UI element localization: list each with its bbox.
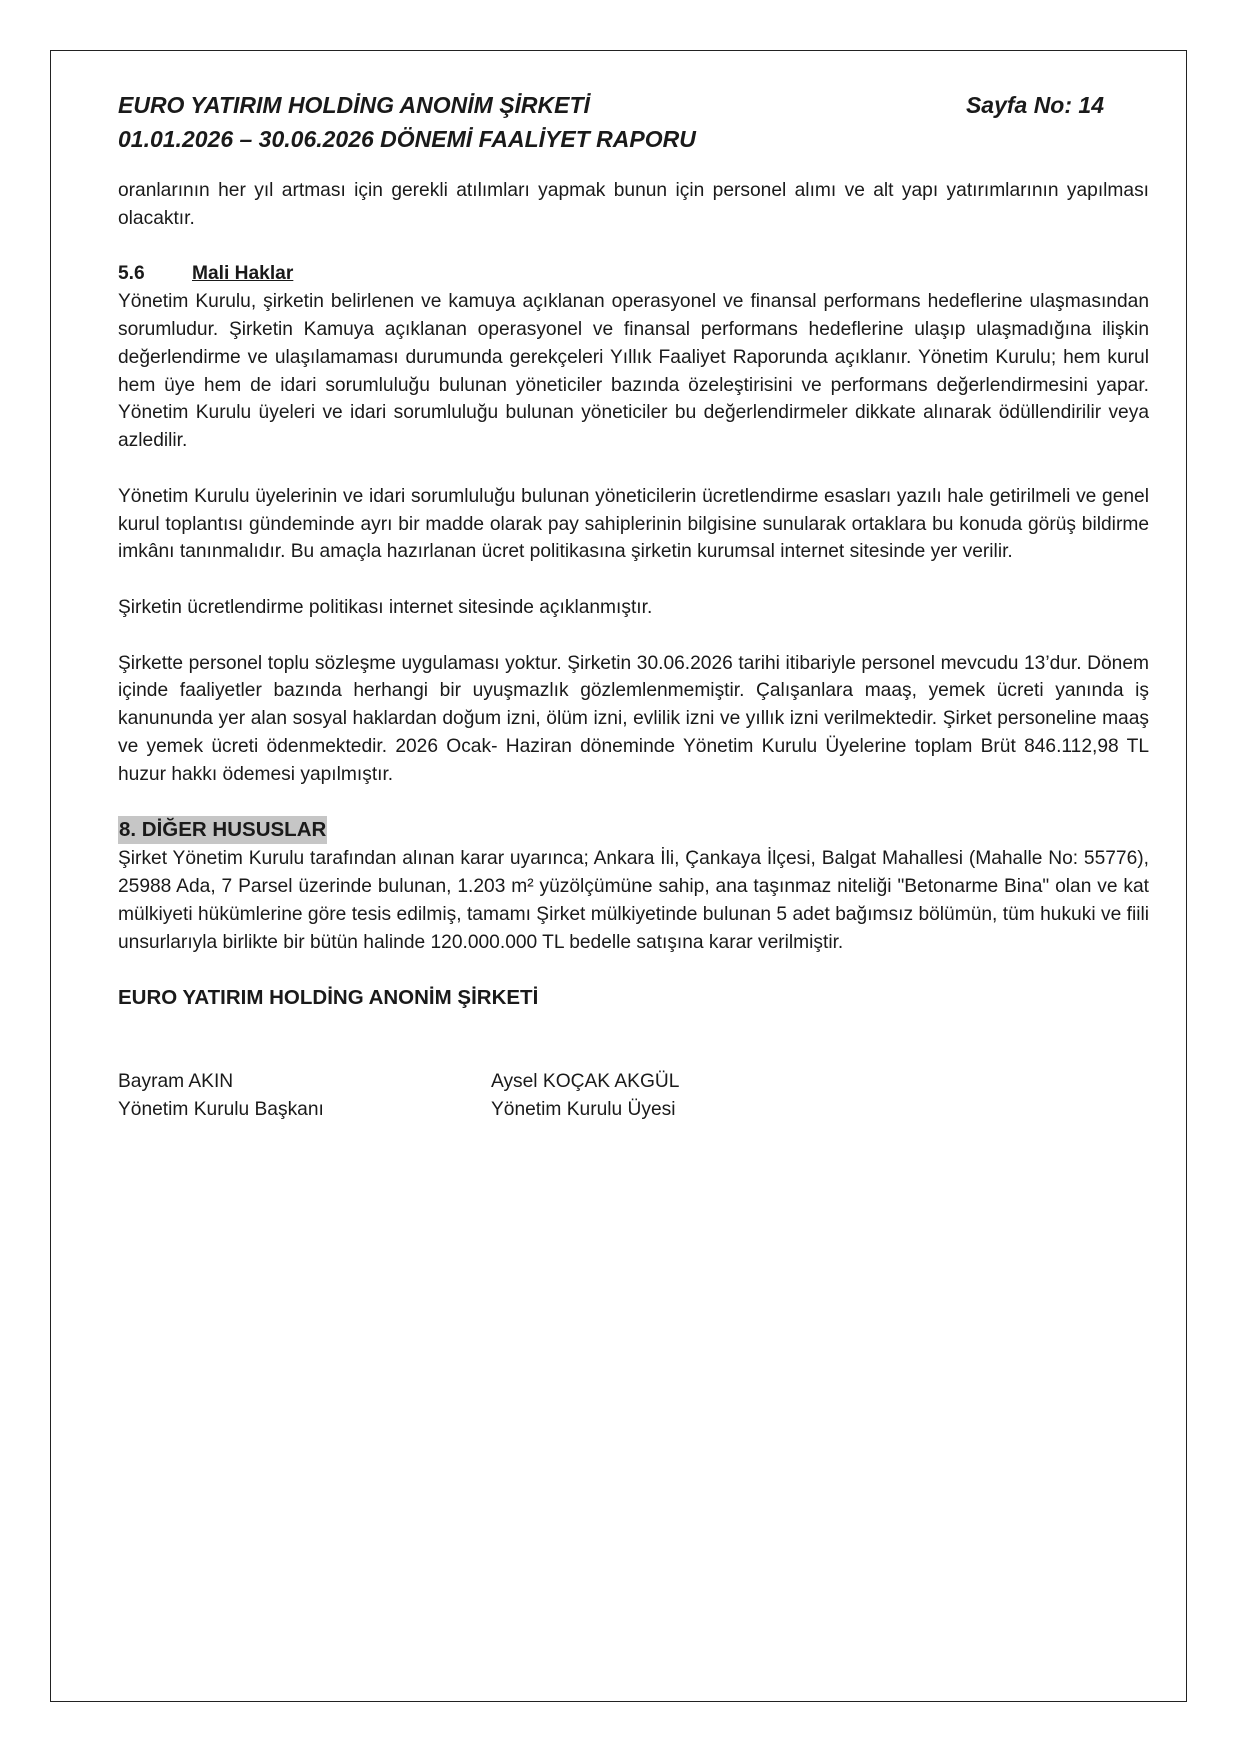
section-5-6-paragraph-1: Yönetim Kurulu, şirketin belirlenen ve kamuya açıklanan operasyonel ve finansal performans hedeflerine ulaşmasından sorumludur. Şirketin Kamuya açıklanan operasyonel ve finansal performans hedeflerine ulaşıp ulaşmadığına ilişkin değerlendirme ve ulaşılamaması durumunda gerekçeleri Yıllık Faaliyet Raporunda açıklanır. Yönetim Kurulu; hem kurul hem üye hem de idari sorumluluğu bulunan yöneticiler bazında özeleştirisini ve performans değerlendirmesini yapar. Yönetim Kurulu üyeleri ve idari sorumluluğu bulunan yöneticiler bu değerlendirmeler dikkate alınarak ödüllendirilir veya azledilir. [118, 291, 1149, 452]
section-8-heading: 8. DİĞER HUSUSLAR [118, 816, 327, 844]
page-number: Sayfa No: 14 [965, 92, 1104, 118]
company-name-header: EURO YATIRIM HOLDİNG ANONİM ŞİRKETİ [118, 92, 590, 118]
section-5-6-heading [118, 260, 1149, 288]
section-5-6-paragraph-4: Şirkette personel toplu sözleşme uygulaması yoktur. Şirketin 30.06.2026 tarihi itibariyle personel mevcudu 13’dur. Dönem içinde faaliyetler bazında herhangi bir uyuşmazlık gözlemlenmemiştir. Çalışanlara maaş, yemek ücreti yanında iş kanununda yer alan sosyal haklardan doğum izni, ölüm izni, evlilik izni ve yıllık izni verilmektedir. Şirket personeline maaş ve yemek ücreti ödenmektedir. 2026 Ocak- Haziran döneminde Yönetim Kurulu Üyelerine toplam Brüt 846.112,98 TL huzur hakkı ödemesi yapılmıştır. [118, 652, 1149, 785]
signatory-name: Aysel KOÇAK AKGÜL [491, 1070, 680, 1092]
signatory-name: Bayram AKIN [118, 1070, 234, 1092]
section-number: 5.6 [118, 263, 145, 285]
section-title: Mali Haklar [192, 263, 294, 285]
signatory-2 [491, 1068, 679, 1124]
section-8-paragraph: Şirket Yönetim Kurulu tarafından alınan karar uyarınca; Ankara İli, Çankaya İlçesi, Balgat Mahallesi (Mahalle No: 55776), 25988 Ada, 7 Parsel üzerinde bulunan, 1.203 m² yüzölçümüne sahip, ana taşınmaz niteliği "Betonarme Bina" olan ve kat mülkiyeti hükümlerine göre tesis edilmiş, tamamı Şirket mülkiyetinde bulunan 5 adet bağımsız bölümün, tüm hukuki ve fiili unsurlarıyla birlikte bir bütün halinde 120.000.000 TL bedelle satışına karar verilmiştir. [118, 848, 1149, 953]
section-5-6-paragraph-3: Şirketin ücretlendirme politikası internet sitesinde açıklanmıştır. [118, 596, 653, 618]
signature-block [118, 1068, 1149, 1128]
section-5-6-paragraph-2: Yönetim Kurulu üyelerinin ve idari sorumluluğu bulunan yöneticilerin ücretlendirme esasları yazılı hale getirilmeli ve genel kurul toplantısı gündeminde ayrı bir madde olarak pay sahiplerinin bilgisine sunularak ortaklara bu konuda görüş bildirme imkânı tanınmalıdır. Bu amaçla hazırlanan ücret politikasına şirketin kurumsal internet sitesinde yer verilir. [118, 485, 1149, 563]
intro-paragraph: oranlarının her yıl artması için gerekli atılımları yapmak bunun için personel alımı ve alt yapı yatırımlarının yapılması olacaktır. [118, 180, 1149, 229]
document-body [118, 177, 1149, 1128]
page-header [118, 88, 1118, 156]
signatory-role: Yönetim Kurulu Üyesi [491, 1098, 676, 1120]
company-name-footer: EURO YATIRIM HOLDİNG ANONİM ŞİRKETİ [118, 986, 539, 1010]
report-title: 01.01.2026 – 30.06.2026 DÖNEMİ FAALİYET RAPORU [118, 126, 696, 152]
signatory-1 [118, 1068, 324, 1124]
signatory-role: Yönetim Kurulu Başkanı [118, 1098, 324, 1120]
